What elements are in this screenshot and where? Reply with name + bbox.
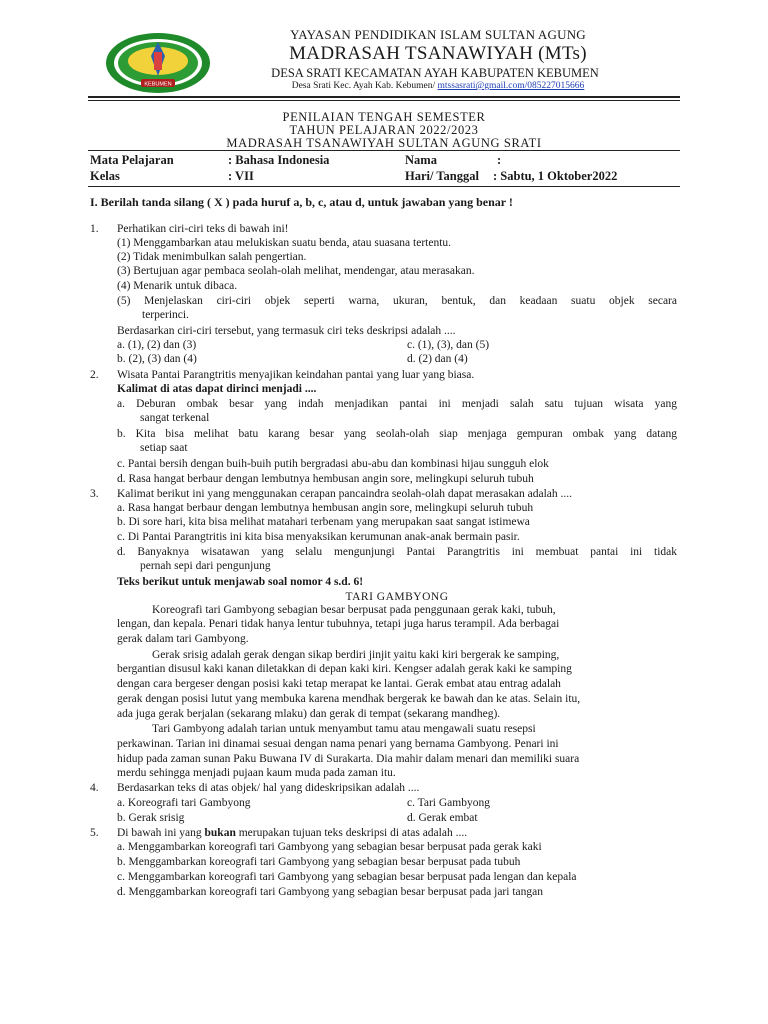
q4-option-a[interactable]: a. Koreografi tari Gambyong: [117, 797, 251, 809]
q5-number: 5.: [90, 827, 99, 839]
q1-item: (5) Menjelaskan ciri-ciri objek seperti warna, ukuran, bentuk, dan keadaan suatu objek secara: [117, 295, 677, 307]
q1-option-a[interactable]: a. (1), (2) dan (3): [117, 339, 197, 351]
header-rule-thick: [88, 96, 680, 98]
q2-option-a[interactable]: a. Deburan ombak besar yang indah menjadikan pantai ini menjadi salah satu tujuan wisata yang: [117, 398, 677, 410]
q1-item: (2) Tidak menimbulkan salah pengertian.: [117, 251, 307, 263]
date-label: Hari/ Tanggal: [405, 169, 479, 183]
q5-option-a[interactable]: a. Menggambarkan koreografi tari Gambyong yang sebagian besar berpusat pada gerak kaki: [117, 841, 542, 853]
class-label: Kelas: [90, 169, 120, 183]
class-value: : VII: [228, 169, 254, 183]
name-label: Nama: [405, 153, 437, 167]
q2-number: 2.: [90, 369, 99, 381]
q3-option-d[interactable]: d. Banyaknya wisatawan yang selalu mengunjungi Pantai Parangtritis ini membuat pantai ini tidak: [117, 546, 677, 558]
q4-stem: Berdasarkan teks di atas objek/ hal yang dideskripsikan adalah ....: [117, 782, 420, 794]
q1-number: 1.: [90, 223, 99, 235]
q5-stem-emphasis: bukan: [204, 827, 236, 839]
logo-label: KEBUMEN: [144, 81, 172, 88]
q4-option-d[interactable]: d. Gerak embat: [407, 812, 478, 824]
school-logo-icon: [105, 32, 211, 94]
q5-stem: [117, 826, 467, 840]
passage-line: ada juga gerak berjalan (sekarang mlaku) dan gerak di tempat (sekarang mandheg).: [117, 708, 501, 720]
q5-option-d[interactable]: d. Menggambarkan koreografi tari Gambyong yang sebagian besar berpusat pada jari tangan: [117, 886, 543, 898]
q1-item: (1) Menggambarkan atau melukiskan suatu benda, atau suasana tertentu.: [117, 237, 452, 249]
passage-title: TARI GAMBYONG: [345, 591, 449, 603]
title-rule: [88, 150, 680, 151]
address-text: Desa Srati Kec. Ayah Kab. Kebumen/: [291, 81, 436, 91]
q2-option-d[interactable]: d. Rasa hangat berbaur dengan lembutnya hembusan angin sore, melingkupi seluruh tubuh: [117, 473, 534, 485]
q5-option-b[interactable]: b. Menggambarkan koreografi tari Gambyong yang sebagian besar berpusat pada tubuh: [117, 856, 521, 868]
q3-option-d-cont[interactable]: pernah sepi dari pengunjung: [140, 560, 271, 572]
passage-line: bergantian disusul kaki kanan diletakkan di depan kaki kiri. Kengser adalah gerak kaki ke samping: [117, 663, 572, 675]
exam-title: PENILAIAN TENGAH SEMESTER: [282, 110, 486, 124]
passage-line: dengan cara bergeser dengan posisi kaki tetap merapat ke lantai. Gerak embat atau entrag adalah: [117, 678, 561, 690]
q2-option-a-cont[interactable]: sangat terkenal: [140, 412, 210, 424]
passage-line: Gerak srisig adalah gerak dengan sikap berdiri jinjit yaitu kaki kiri bergerak ke samping,: [152, 649, 560, 661]
email-link[interactable]: mtssasrati@gmail.com/085227015666: [437, 81, 585, 91]
q3-number: 3.: [90, 488, 99, 500]
q1-stem: Perhatikan ciri-ciri teks di bawah ini!: [117, 223, 289, 235]
q3-stem: Kalimat berikut ini yang menggunakan cerapan pancaindra seolah-olah dapat merasakan adalah ....: [117, 488, 573, 500]
school-district: DESA SRATI KECAMATAN AYAH KABUPATEN KEBUMEN: [271, 66, 599, 80]
q5-stem-pre: Di bawah ini yang: [117, 827, 205, 839]
q4-number: 4.: [90, 782, 99, 794]
header-rule-thin: [88, 100, 680, 101]
q1-item: (3) Bertujuan agar pembaca seolah-olah melihat, mendengar, atau merasakan.: [117, 265, 475, 277]
q2-option-b[interactable]: b. Kita bisa melihat batu karang besar yang seolah-olah siap menjaga gempuran ombak yang datang: [117, 428, 677, 440]
q1-option-b[interactable]: b. (2), (3) dan (4): [117, 353, 197, 365]
passage-line: perkawinan. Tarian ini dinamai sesuai dengan nama penari yang bernama Gambyong. Penari ini: [117, 738, 559, 750]
q3-option-a[interactable]: a. Rasa hangat berbaur dengan lembutnya hembusan angin sore, melingkupi seluruh tubuh: [117, 502, 534, 514]
passage-intro: Teks berikut untuk menjawab soal nomor 4 s.d. 6!: [117, 576, 364, 588]
q5-option-c[interactable]: c. Menggambarkan koreografi tari Gambyong yang sebagian besar berpusat pada lengan dan kepala: [117, 871, 577, 883]
passage-line: Koreografi tari Gambyong sebagian besar berpusat pada penggunaan gerak kaki, tubuh,: [152, 604, 556, 616]
academic-year: TAHUN PELAJARAN 2022/2023: [289, 123, 479, 137]
passage-line: Tari Gambyong adalah tarian untuk menyambut tamu atau mengawali suatu resepsi: [152, 723, 536, 735]
q3-option-c[interactable]: c. Di Pantai Parangtritis ini kita bisa menyaksikan kerumunan anak-anak bermain pasir.: [117, 531, 520, 543]
passage-line: gerak dengan posisi lutut yang membuka karena mendhak bergerak ke bawah dan ke atas. Selain itu,: [117, 693, 581, 705]
subject-value: : Bahasa Indonesia: [228, 153, 330, 167]
q2-stem: Wisata Pantai Parangtritis menyajikan keindahan pantai yang luar yang biasa.: [117, 369, 475, 381]
q1-option-d[interactable]: d. (2) dan (4): [407, 353, 468, 365]
q2-option-b-cont[interactable]: setiap saat: [140, 442, 188, 454]
q1-item: (4) Menarik untuk dibaca.: [117, 280, 238, 292]
q1-item: terperinci.: [142, 309, 189, 321]
q5-stem-post: merupakan tujuan teks deskripsi di atas adalah ....: [235, 827, 468, 839]
school-name: MADRASAH TSANAWIYAH (MTs): [289, 43, 587, 64]
passage-line: merdu sehingga menjadi pujaan kaum muda pada zaman itu.: [117, 767, 396, 779]
meta-rule: [88, 186, 680, 187]
school-address: [258, 81, 618, 91]
foundation-name: YAYASAN PENDIDIKAN ISLAM SULTAN AGUNG: [290, 27, 586, 42]
name-value: :: [497, 153, 502, 167]
date-value: : Sabtu, 1 Oktober2022: [493, 169, 618, 183]
school-title: MADRASAH TSANAWIYAH SULTAN AGUNG SRATI: [226, 136, 542, 150]
q4-option-c[interactable]: c. Tari Gambyong: [407, 797, 490, 809]
q4-option-b[interactable]: b. Gerak srisig: [117, 812, 185, 824]
passage-line: lengan, dan kepala. Penari tidak hanya lentur tubuhnya, tetapi juga harus terampil. Ada berbagai: [117, 618, 560, 630]
subject-label: Mata Pelajaran: [90, 153, 174, 167]
q1-option-c[interactable]: c. (1), (3), dan (5): [407, 339, 490, 351]
q1-question: Berdasarkan ciri-ciri tersebut, yang termasuk ciri teks deskripsi adalah ....: [117, 325, 456, 337]
q2-option-c[interactable]: c. Pantai bersih dengan buih-buih putih bergradasi abu-abu dan kombinasi hijau sungguh elok: [117, 458, 549, 470]
q3-option-b[interactable]: b. Di sore hari, kita bisa melihat matahari terbenam yang merupakan saat sangat istimewa: [117, 516, 530, 528]
passage-line: hidup pada zaman sunan Paku Buwana IV di Surakarta. Dia mahir dalam menari dan memiliki suara: [117, 753, 580, 765]
passage-line: gerak dalam tari Gambyong.: [117, 633, 249, 645]
instruction: I. Berilah tanda silang ( X ) pada huruf a, b, c, atau d, untuk jawaban yang benar !: [90, 195, 513, 209]
q2-question: Kalimat di atas dapat dirinci menjadi ....: [117, 383, 317, 395]
